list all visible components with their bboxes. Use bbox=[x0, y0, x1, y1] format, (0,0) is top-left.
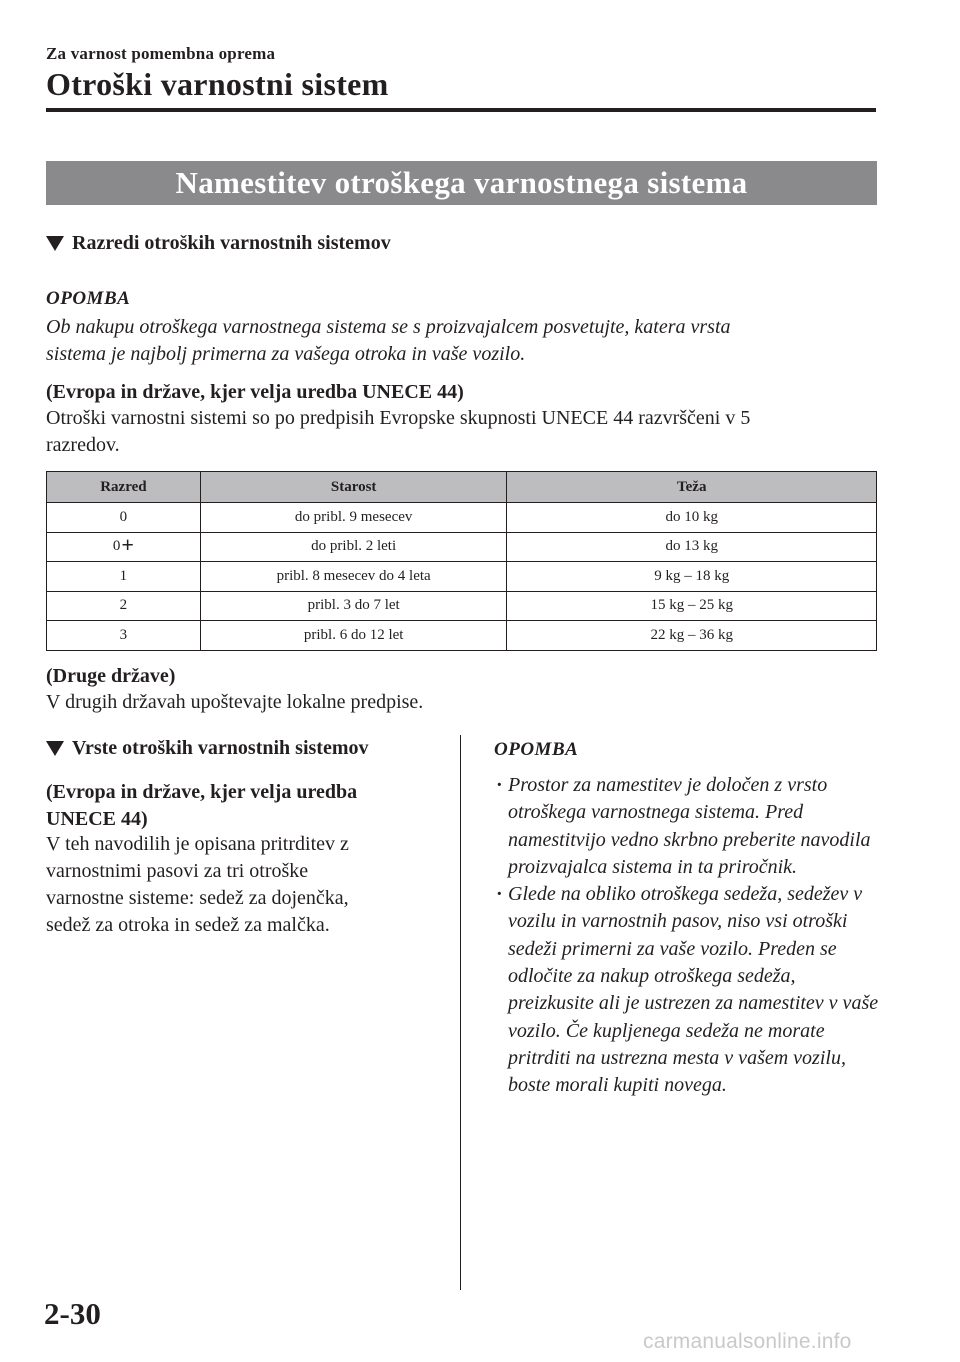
other-countries-text: V drugih državah upoštevajte lokalne predpise. bbox=[46, 691, 424, 713]
bullet-icon: · bbox=[496, 774, 503, 796]
note-bullet-list bbox=[494, 772, 886, 1100]
table-cell bbox=[47, 532, 201, 562]
note-line: sistema je najbolj primerna za vašega otroka in vaše vozilo. bbox=[46, 343, 526, 365]
section-label: Za varnost pomembna oprema bbox=[46, 44, 276, 63]
page-title: Otroški varnostni sistem bbox=[46, 66, 389, 102]
table-header-cell: Razred bbox=[47, 472, 201, 503]
table-cell: 3 bbox=[47, 621, 201, 651]
note-label-2: OPOMBA bbox=[494, 739, 579, 760]
triangle-down-icon bbox=[46, 741, 64, 756]
table-cell: 9 kg – 18 kg bbox=[507, 562, 877, 592]
table-header-cell: Starost bbox=[200, 472, 507, 503]
types-line: sedež za otroka in sedež za malčka. bbox=[46, 914, 330, 936]
table-cell: pribl. 3 do 7 let bbox=[200, 591, 507, 621]
grades-table bbox=[46, 471, 877, 651]
other-countries-heading: (Druge države) bbox=[46, 665, 176, 687]
eu-line: Otroški varnostni sistemi so po predpisih Evropske skupnosti UNECE 44 razvrščeni v 5 bbox=[46, 407, 751, 429]
grade-value: 0 bbox=[112, 538, 121, 555]
table-cell: do 10 kg bbox=[507, 503, 877, 533]
note-label-1: OPOMBA bbox=[46, 288, 131, 309]
table-row bbox=[47, 503, 877, 533]
eu-heading-2-line: (Evropa in države, kjer velja uredba bbox=[46, 781, 358, 803]
eu-heading-2-line: UNECE 44) bbox=[46, 808, 148, 830]
table-cell: 1 bbox=[47, 562, 201, 592]
subheading-classes bbox=[46, 232, 391, 255]
table-cell: 22 kg – 36 kg bbox=[507, 621, 877, 651]
plus-icon: + bbox=[121, 532, 134, 558]
eu-heading-2 bbox=[46, 779, 357, 833]
eu-text bbox=[46, 405, 750, 459]
list-item bbox=[494, 772, 886, 881]
eu-heading: (Evropa in države, kjer velja uredba UNECE 44) bbox=[46, 381, 464, 403]
watermark: carmanualsonline.info bbox=[643, 1330, 852, 1353]
table-row bbox=[47, 591, 877, 621]
section-banner: Namestitev otroškega varnostnega sistema bbox=[46, 161, 877, 205]
types-line: V teh navodilih je opisana pritrditev z bbox=[46, 833, 349, 855]
column-divider bbox=[460, 735, 461, 1290]
header-divider bbox=[46, 108, 876, 112]
list-item-text: Prostor za namestitev je določen z vrsto otroškega varnostnega sistema. Pred namestitvijo vedno skrbno preberite navodila proizvajalca sistema in ta priročnik. bbox=[508, 774, 871, 878]
page-number: 2-30 bbox=[44, 1296, 101, 1331]
bullet-icon: · bbox=[496, 883, 503, 906]
note-line: Ob nakupu otroškega varnostnega sistema se s proizvajalcem posvetujte, katera vrsta bbox=[46, 316, 731, 338]
table-cell: do pribl. 9 mesecev bbox=[200, 503, 507, 533]
table-cell: pribl. 6 do 12 let bbox=[200, 621, 507, 651]
note-text-1 bbox=[46, 314, 731, 368]
table-header-cell: Teža bbox=[507, 472, 877, 503]
triangle-down-icon bbox=[46, 236, 64, 251]
table-cell: do pribl. 2 leti bbox=[200, 532, 507, 562]
subheading-types bbox=[46, 737, 368, 760]
table-row bbox=[47, 562, 877, 592]
subheading-classes-text: Razredi otroških varnostnih sistemov bbox=[72, 232, 391, 254]
table-cell: 0 bbox=[47, 503, 201, 533]
eu-line: razredov. bbox=[46, 434, 120, 456]
list-item-text: Glede na obliko otroškega sedeža, sedežev v vozilu in varnostnih pasov, niso vsi otroški sedeži primerni za vaše vozilo. Preden se odločite za nakup otroškega sedeža, preizkusite ali je ustrezen za namestitev v vaše vozilo. Če kupljenega sedeža ne morate pritrditi na ustrezna mesta v vašem vozilu, boste morali kupiti novega. bbox=[508, 883, 879, 1097]
table-cell: pribl. 8 mesecev do 4 leta bbox=[200, 562, 507, 592]
table-cell: 15 kg – 25 kg bbox=[507, 591, 877, 621]
table-header-row bbox=[47, 472, 877, 503]
types-text bbox=[46, 831, 349, 939]
list-item bbox=[494, 881, 886, 1099]
subheading-types-text: Vrste otroških varnostnih sistemov bbox=[72, 737, 369, 759]
table-row bbox=[47, 532, 877, 562]
table-cell: 2 bbox=[47, 591, 201, 621]
table-row bbox=[47, 621, 877, 651]
table-cell: do 13 kg bbox=[507, 532, 877, 562]
types-line: varnostnimi pasovi za tri otroške bbox=[46, 860, 309, 882]
types-line: varnostne sisteme: sedež za dojenčka, bbox=[46, 887, 349, 909]
